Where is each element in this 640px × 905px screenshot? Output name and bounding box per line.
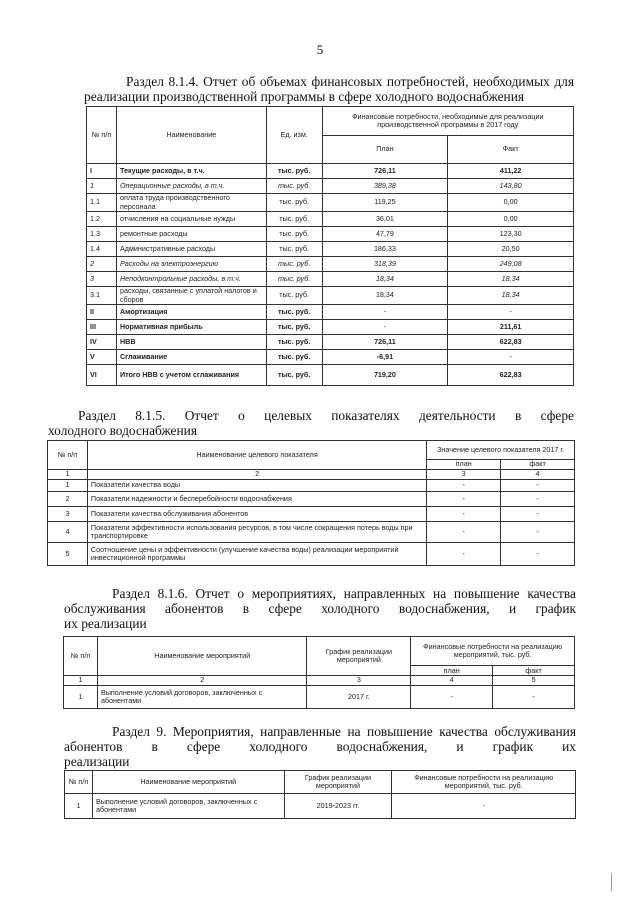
target-indicators-table [47, 440, 575, 566]
row-plan: 719,20 [322, 365, 448, 386]
row-fact: - [501, 543, 575, 566]
service-measures-table [63, 636, 575, 709]
page-number: 5 [316, 42, 324, 57]
row-num: 3 [87, 272, 117, 287]
col-header-fin: Финансовые потребности, необходимые для реализации производственной программы в 2017 году [322, 107, 573, 136]
table-row [87, 272, 574, 287]
row-name: ремонтные расходы [116, 227, 266, 242]
col-header-num: № п/п [87, 107, 117, 164]
table-row [87, 305, 574, 320]
row-fact: - [501, 507, 575, 522]
row-fact: - [448, 350, 574, 365]
row-plan: 389,38 [322, 179, 448, 194]
table-row [48, 543, 575, 566]
row-num: 5 [48, 543, 88, 566]
row-fact: 0,00 [448, 212, 574, 227]
table-row [87, 227, 574, 242]
col-index: 1 [48, 470, 88, 480]
row-num: VI [87, 365, 117, 386]
row-plan: - [411, 686, 493, 709]
row-schedule: 2019-2023 гг. [284, 794, 392, 819]
row-name: Административные расходы [116, 242, 266, 257]
row-name: Сглаживание [116, 350, 266, 365]
row-plan: 726,11 [322, 164, 448, 179]
row-num: 1 [65, 794, 93, 819]
row-name: НВВ [116, 335, 266, 350]
row-fact: 249,08 [448, 257, 574, 272]
row-plan: 47,79 [322, 227, 448, 242]
row-fact: 211,61 [448, 320, 574, 335]
row-num: 2 [87, 257, 117, 272]
row-unit: тыс. руб. [266, 320, 322, 335]
row-unit: тыс. руб. [266, 287, 322, 305]
row-num: 1 [87, 179, 117, 194]
col-header-fact: факт [493, 666, 575, 676]
table-row [48, 507, 575, 522]
table-row [87, 320, 574, 335]
col-header-value: Значение целевого показателя 2017 г. [427, 441, 575, 460]
row-unit: тыс. руб. [266, 227, 322, 242]
col-header-name: Наименование целевого показателя [87, 441, 426, 470]
row-fact: 622,83 [448, 365, 574, 386]
section-8-1-4-title: Раздел 8.1.4. Отчет об объемах финансовых потребностей, необходимых для реализации производственной программы в сфере холодного водоснабжения [84, 74, 574, 104]
table-row [87, 194, 574, 212]
table-row [65, 794, 576, 819]
row-plan: - [322, 305, 448, 320]
row-name: Выполнение условий договоров, заключенных с абонентами [97, 686, 307, 709]
section-9-measures-table [64, 770, 576, 819]
row-num: 3 [48, 507, 88, 522]
row-name: Амортизация [116, 305, 266, 320]
row-name: расходы, связанные с уплатой налогов и сборов [116, 287, 266, 305]
row-unit: тыс. руб. [266, 365, 322, 386]
col-header-name: Наименование мероприятий [92, 771, 284, 794]
table-row [87, 164, 574, 179]
table-row [64, 686, 575, 709]
row-name: Текущие расходы, в т.ч. [116, 164, 266, 179]
table-row [48, 480, 575, 492]
col-header-num: № п/п [65, 771, 93, 794]
col-header-num: № п/п [48, 441, 88, 470]
table-row [87, 350, 574, 365]
table-row [87, 287, 574, 305]
col-index: 4 [411, 676, 493, 686]
row-plan: 18,34 [322, 287, 448, 305]
col-index: 3 [427, 470, 501, 480]
col-header-fin: Финансовые потребности на реализацию мероприятий, тыс. руб. [392, 771, 576, 794]
row-num: 3.1 [87, 287, 117, 305]
row-fact: 20,50 [448, 242, 574, 257]
col-header-name: Наименование мероприятий [97, 637, 307, 676]
col-index: 5 [493, 676, 575, 686]
col-header-fact: Факт [448, 136, 574, 164]
section-8-1-6-title: Раздел 8.1.6. Отчет о мероприятиях, направленных на повышение качества обслуживания абонентов в сфере холодного водоснабжения, и график их реализации [64, 586, 576, 631]
row-plan: 726,11 [322, 335, 448, 350]
row-plan: 36,01 [322, 212, 448, 227]
row-fact: 123,30 [448, 227, 574, 242]
col-header-schedule: График реализации мероприятий [307, 637, 411, 676]
row-name: Показатели надежности и бесперебойности водоснабжения [87, 492, 426, 507]
row-num: 1.2 [87, 212, 117, 227]
row-plan: - [427, 492, 501, 507]
col-header-num: № п/п [64, 637, 98, 676]
row-num: 1 [48, 480, 88, 492]
row-num: 1.3 [87, 227, 117, 242]
table-row [48, 522, 575, 543]
col-header-schedule: График реализации мероприятий [284, 771, 392, 794]
row-name: отчисления на социальные нужды [116, 212, 266, 227]
row-unit: тыс. руб. [266, 350, 322, 365]
col-header-name: Наименование [116, 107, 266, 164]
row-unit: тыс. руб. [266, 179, 322, 194]
row-name: Итого НВВ с учетом сглаживания [116, 365, 266, 386]
row-plan: 119,25 [322, 194, 448, 212]
row-fact: 411,22 [448, 164, 574, 179]
row-num: 1.4 [87, 242, 117, 257]
row-unit: тыс. руб. [266, 194, 322, 212]
row-unit: тыс. руб. [266, 335, 322, 350]
table-row [87, 179, 574, 194]
row-name: оплата труда производственного персонала [116, 194, 266, 212]
row-unit: тыс. руб. [266, 212, 322, 227]
row-num: III [87, 320, 117, 335]
row-plan: - [427, 522, 501, 543]
row-name: Неподконтрольные расходы, в т.ч. [116, 272, 266, 287]
row-fact: 18,34 [448, 272, 574, 287]
row-plan: - [427, 543, 501, 566]
col-index: 4 [501, 470, 575, 480]
row-plan: 318,39 [322, 257, 448, 272]
row-num: I [87, 164, 117, 179]
row-plan: 18,34 [322, 272, 448, 287]
table-row [87, 212, 574, 227]
row-plan: - [427, 480, 501, 492]
table-row [87, 335, 574, 350]
col-header-fact: факт [501, 460, 575, 470]
col-header-plan: план [411, 666, 493, 676]
row-plan: - [427, 507, 501, 522]
section-9-title: Раздел 9. Мероприятия, направленные на повышение качества обслуживания абонентов в сфере холодного водоснабжения, и график их реализации [64, 724, 576, 769]
row-fin: - [392, 794, 576, 819]
row-name: Нормативная прибыль [116, 320, 266, 335]
row-unit: тыс. руб. [266, 257, 322, 272]
row-unit: тыс. руб. [266, 164, 322, 179]
row-plan: -6,91 [322, 350, 448, 365]
row-name: Показатели качества обслуживания абонентов [87, 507, 426, 522]
col-index: 3 [307, 676, 411, 686]
margin-mark [611, 873, 616, 891]
row-num: 2 [48, 492, 88, 507]
table-row [87, 257, 574, 272]
row-unit: тыс. руб. [266, 242, 322, 257]
col-header-plan: план [427, 460, 501, 470]
row-fact: - [501, 492, 575, 507]
row-unit: тыс. руб. [266, 305, 322, 320]
row-name: Показатели качества воды [87, 480, 426, 492]
row-fact: 18,34 [448, 287, 574, 305]
row-plan: - [322, 320, 448, 335]
row-num: IV [87, 335, 117, 350]
table-row [87, 242, 574, 257]
row-num: II [87, 305, 117, 320]
row-num: 1.1 [87, 194, 117, 212]
row-fact: - [501, 522, 575, 543]
col-index: 2 [87, 470, 426, 480]
row-fact: 0,00 [448, 194, 574, 212]
col-index: 1 [64, 676, 98, 686]
row-name: Расходы на электроэнергию [116, 257, 266, 272]
row-fact: - [501, 480, 575, 492]
row-name: Операционные расходы, в т.ч. [116, 179, 266, 194]
row-fact: - [493, 686, 575, 709]
row-name: Показатели эффективности использования ресурсов, в том числе сокращения потерь воды при транспортировке [87, 522, 426, 543]
row-plan: 186,33 [322, 242, 448, 257]
row-fact: 143,80 [448, 179, 574, 194]
col-index: 2 [97, 676, 307, 686]
row-fact: - [448, 305, 574, 320]
section-8-1-5-title: Раздел 8.1.5. Отчет о целевых показателях деятельности в сфере холодного водоснабжения [48, 408, 574, 438]
row-schedule: 2017 г. [307, 686, 411, 709]
table-row [87, 365, 574, 386]
row-num: 4 [48, 522, 88, 543]
row-num: V [87, 350, 117, 365]
table-row [48, 492, 575, 507]
row-fact: 622,83 [448, 335, 574, 350]
col-header-fin: Финансовые потребности на реализацию мероприятий, тыс. руб. [411, 637, 575, 666]
row-name: Выполнение условий договоров, заключенных с абонентами [92, 794, 284, 819]
col-header-unit: Ед. изм. [266, 107, 322, 164]
row-num: 1 [64, 686, 98, 709]
col-header-plan: План [322, 136, 448, 164]
row-unit: тыс. руб. [266, 272, 322, 287]
row-name: Соотношение цены и эффективности (улучшение качества воды) реализации мероприятий инвестиционной программы [87, 543, 426, 566]
financial-needs-table [86, 106, 574, 386]
